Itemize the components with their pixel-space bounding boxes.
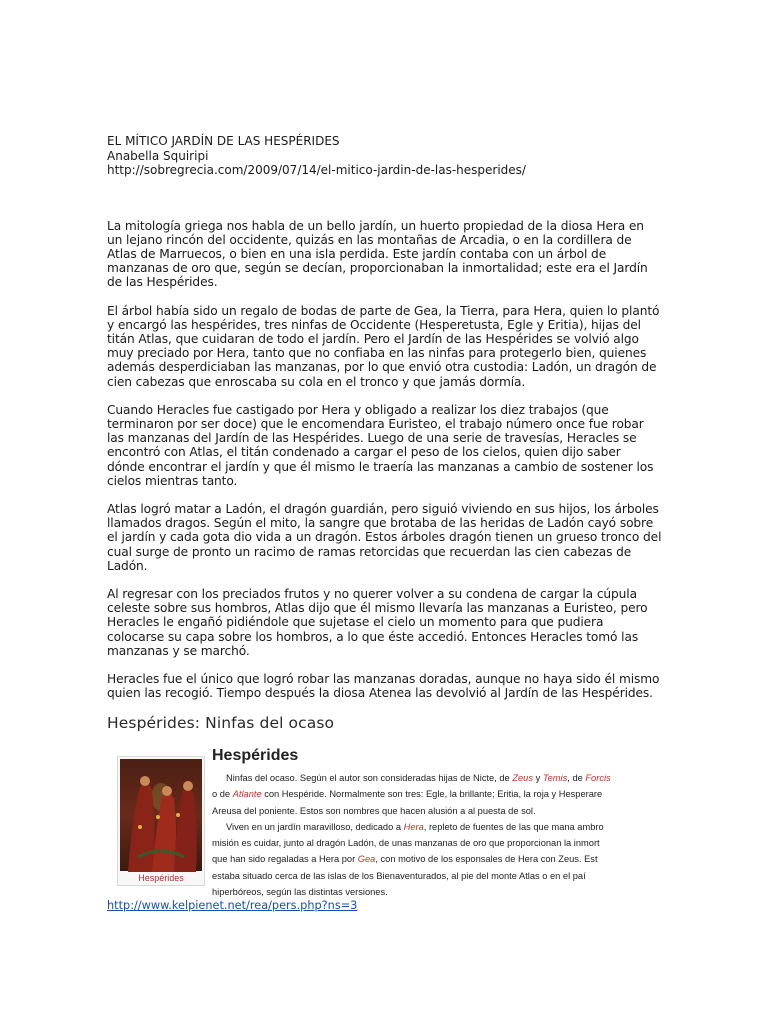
highlight-hera: Hera — [403, 821, 424, 832]
text-run: , de — [567, 773, 586, 783]
paragraph: Heracles fue el único que logró robar las manzanas doradas, aunque no haya sido él mismo quien las recogió. Tiempo después la diosa Atenea las devolvió al Jardín de las Hespérides. — [107, 671, 660, 701]
painting-illustration — [118, 757, 204, 885]
highlight-temis: Temis — [542, 773, 568, 783]
clipping-text — [212, 770, 682, 900]
document-title: EL MÍTICO JARDÍN DE LAS HESPÉRIDES — [107, 134, 340, 148]
article-body — [107, 219, 662, 701]
text-run: Viven en un jardín maravilloso, dedicado a — [226, 821, 404, 832]
clipping-line — [212, 770, 682, 786]
clipping-line: estaba situado cerca de las islas de los Bienaventurados, al pie del monte Atlas o en el paí — [212, 870, 586, 881]
image-caption: Hespérides — [138, 873, 184, 883]
author-name: Anabella Squiripi — [107, 148, 209, 163]
clipping-line: misión es cuidar, junto al dragón Ladón, de unas manzanas de oro que proporcionan la inmort — [212, 838, 600, 849]
text-run: Ninfas del ocaso. Según el autor son consideradas hijas de Nicte, de — [226, 773, 513, 783]
text-run: o de — [212, 789, 233, 800]
section-heading: Hespérides: Ninfas del ocaso — [107, 714, 335, 733]
document-page — [107, 134, 662, 732]
highlight-gea: Gea — [357, 854, 376, 865]
hesperides-painting-image — [117, 756, 205, 886]
text-run: y — [532, 773, 543, 783]
paragraph: Atlas logró matar a Ladón, el dragón guardián, pero siguió viviendo en sus hijos, los árboles llamados dragos. Según el mito, la sangre que brotaba de las heridas de Ladón cayó sobre el jardín y cada gota dio vida a un dragón. Estos árboles dragón tienen un grueso tronco del cual surge de pronto un racimo de ramas retorcidas que recuerdan las cien cabezas de Ladón. — [107, 501, 662, 573]
paragraph: Al regresar con los preciados frutos y no querer volver a su condena de cargar la cúpula celeste sobre sus hombros, Atlas dijo que él mismo llevaría las manzanas a Euristeo, pero Heracles le engañó pidiéndole que sujetase el cielo un momento para que pudiera colocarse su capa sobre los hombros, a lo que éste accedió. Entonces Heracles tomó las manzanas y se marchó. — [107, 586, 648, 658]
source-link[interactable]: http://www.kelpienet.net/rea/pers.php?ns=3 — [107, 899, 358, 912]
clipping-line: Areusa del poniente. Estos son nombres que hacen alusión a al puesta de sol. — [212, 805, 536, 816]
source-url: http://sobregrecia.com/2009/07/14/el-mitico-jardin-de-las-hesperides/ — [107, 163, 526, 177]
text-run: , repleto de fuentes de las que mana ambro — [423, 821, 604, 832]
highlight-atlante: Atlante — [232, 789, 262, 800]
clipping-line — [212, 819, 682, 835]
text-run: , con motivo de los esponsales de Hera con Zeus. Est — [375, 854, 598, 865]
embedded-screenshot — [107, 747, 662, 898]
document-header — [107, 134, 662, 178]
text-run: con Hespéride. Normalmente son tres: Egle, la brillante; Eritia, la roja y Hesperare — [261, 789, 603, 800]
highlight-forcis: Forcis — [585, 773, 611, 783]
highlight-zeus: Zeus — [512, 773, 533, 783]
clipping-title: Hespérides — [212, 747, 299, 764]
clipping-line: hiperbóreos, según las distintas versiones. — [212, 887, 388, 898]
clipping-line — [212, 851, 682, 867]
paragraph: La mitología griega nos habla de un bello jardín, un huerto propiedad de la diosa Hera en un lejano rincón del occidente, quizás en las montañas de Arcadia, o en la cordillera de Atlas de Marruecos, o bien en una isla perdida. Este jardín contaba con un árbol de manzanas de oro que, según se decían, proporcionaban la inmortalidad; este era el Jardín de las Hespérides. — [107, 218, 648, 290]
paragraph: El árbol había sido un regalo de bodas de parte de Gea, la Tierra, para Hera, quien lo plantó y encargó las hespérides, tres ninfas de Occidente (Hesperetusta, Egle y Eritia), hijas del titán Atlas, que cuidaran de todo el jardín. Pero el Jardín de las Hespérides se volvió algo muy preciado por Hera, tanto que no confiaba en las ninfas para protegerlo bien, quienes además desperdiciaban las manzanas, por lo que envió otra custodia: Ladón, un dragón de cien cabezas que enroscaba su cola en el tronco y que jamás dormía. — [107, 303, 660, 389]
paragraph: Cuando Heracles fue castigado por Hera y obligado a realizar los diez trabajos (que terminaron por ser doce) que le encomendara Euristeo, el trabajo número once fue robar las manzanas del Jardín de las Hespérides. Luego de una serie de travesías, Heracles se encontró con Atlas, el titán condenado a cargar el peso de los cielos, quien dijo saber dónde encontrar el jardín y que él mismo le traería las manzanas a cambio de sostener los cielos mientras tanto. — [107, 402, 654, 488]
text-run: que han sido regaladas a Hera por — [212, 854, 358, 865]
clipping-line — [212, 786, 682, 802]
